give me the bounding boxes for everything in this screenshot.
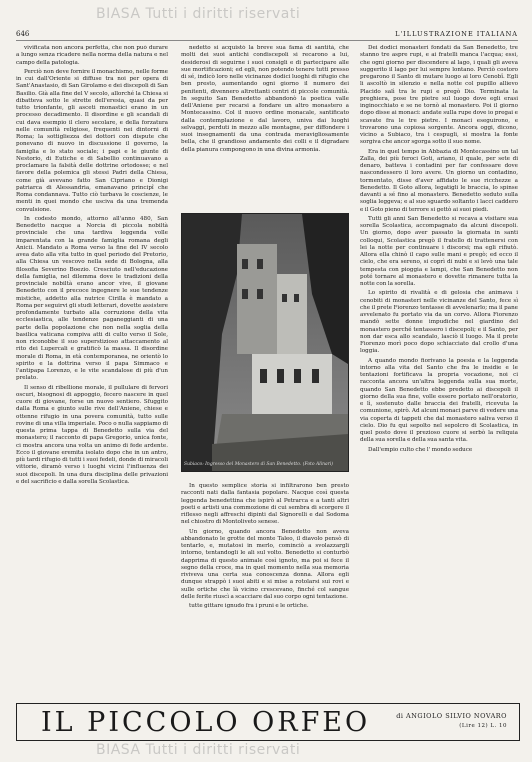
- monastery-photo: [181, 213, 349, 472]
- paragraph: Perciò non deve fornire il monachismo, nelle forme in cui dall'Oriente si diffuse tra noi per opera di Sant'Anastasio, di San Girolamo e dei discepoli di San Basilio. Già alla fine del V secolo, allorché la Chiesa si dibatteva sotto le strette dell'eresia, quasi da per tutto trionfante, gli asceti monastici erano in un processo decadimento. Il disordine e gli scandali di cui dava esempio il clero secolare, e della forzatura nelle comunità religiose, frequenti nei dintorni di Roma; la sottigliezza dei dottori con dispute che ponevano di nuovo in discussione il governo, la famiglia e lo stato sociale; i papi e le giunte di Nestorio, di Eutiche e di Sabellio continuavano a proclamare la falsità delle dottrine ortodosse; e nel favore della polemica gli stessi Padri della Chiesa, come già avevano fatto San Cipriano e Dionigi patriarca di Alessandria, emanavano principî che Roma condannava. Tutto ciò turbava le coscienze, le menti in quei mondo che usciva da una tremenda convulsione.: [16, 68, 168, 213]
- photo-caption: Subiaco: Ingresso del Monastero di San Benedetto. (Foto Alinari): [184, 462, 334, 467]
- watermark-bottom: BIASA Tutti i diritti riservati: [96, 742, 301, 758]
- paragraph: vivificata non ancora perfetta, che non può durare a lungo senza ricadere nella norma della natura e nel campo della patologia.: [16, 45, 168, 66]
- article-column-left: [16, 45, 168, 697]
- paragraph: Dall'empio culto che l' mondo seduce: [368, 446, 473, 453]
- book-advertisement: [16, 703, 520, 741]
- monastery-illustration: [182, 214, 348, 471]
- paragraph: A quando mondo fiorivano la poesia e la leggenda intorno alla vita del Santo che fra le insidie e le tentazioni fortificava la propria vocazione, noi ci racconta ancora un'altra leggenda sulla sua morte, quando San Benedetto ebbe predetto ai discepoli il giorno della sua fine, volle essere portato nell'oratorio, e lì, sostenuto dalle braccia dei fratelli, ricevuta la comunione, spirò. Ad alcuni monaci parve di vedere una via coperta di tappeti che dal monastero saliva verso il cielo. Dio fu qui sepolto nel sepolcro di Scolastica, in quel posto dove il prezioso cuore si serbò la reliquia della sua sorella e della sua santa vita.: [360, 357, 518, 444]
- paragraph: tutte gittare ignudo fra i pruni e le ortiche.: [189, 603, 309, 609]
- article-column-right: [360, 45, 518, 697]
- paragraph: In questo semplice storia si infiltrarono ben presto racconti nati dalla fantasia popolare. Nacque così questa leggenda benedettina che ispirò al Petrarca e a tanti altri poeti e artisti una commozione di cui sembra di scorgere il riflesso negli affreschi dipinti dal Signorelli e dal Sodoma nel chiostro di Montoliveto senese.: [181, 483, 349, 526]
- paragraph: Era in quel tempo in Abbazia di Montecassino un tal Zalla, dei più feroci Goti, ariano, il quale, per sete di denaro, batteva i contadini per far confessare dove nascondessero il loro avere. Un giorno un contadino, tormentato, disse d'aver affidato le sue ricchezze a Benedetto. Il Goto allora, legatigli le braccia, lo spinse davanti a sé fino al monastero. Benedetto seduto sulla soglia leggeva; e al suo sguardo soltanto i lacci caddero e il Goto pieno di terrore si gettò ai suoi piedi.: [360, 148, 518, 213]
- ad-author: di ANGIOLO SILVIO NOVARO: [396, 712, 507, 720]
- ad-details: [396, 712, 507, 729]
- paragraph: Lo spirito di rivalità e di gelosia che animava i cenobiti di monasteri nelle vicinanze del Santo, fece sì che il prete Fiorenzo tentasse di avvelenarlo; ma il pane avvelenato fu portato via da un corvo. Allora Fiorenzo mandò sette donne impudiche nel giardino del monastero perché tentassero i discepoli; e il Santo, per non dar esca allo scandalo, lasciò il luogo. Ma il prete Fiorenzo morì poco dopo schiacciato dal crollo d'una loggia.: [360, 290, 518, 355]
- ad-title: IL PICCOLO ORFEO: [41, 706, 371, 738]
- article-column-center-top: [181, 45, 349, 209]
- page-number: 646: [16, 30, 30, 38]
- watermark-top: BIASA Tutti i diritti riservati: [96, 6, 301, 22]
- ad-price: (Lire 12) L. 10: [459, 723, 507, 729]
- paragraph: Un giorno, quando ancora Benedetto non aveva abbandonato le grotte del monte Taleo, il diavolo pensò di tentarlo, e, mutatosi in merlo, cominciò a svolazzargli intorno, tentandogli le ali sul volto. Benedetto si conturbò dapprima di questo animale così ignoto, ma poi si fece il segno della croce, ma in quel momento nella sua memoria riviveva una certa sua conoscenza donna. Allora egli dunque strappò i suoi abiti e si mise a rotolarsi sui rovi e sulle ortiche che là vicino crescevano, finché col sangue delle ferite riuscì a scacciare dal suo corpo ogni tentazione.: [181, 528, 349, 600]
- header-rule: [16, 40, 518, 41]
- paragraph: Il senso di ribellione morale, il pullulare di fervori oscuri, bisognosi di appoggio, fecero nascere in quel cuore di giovane, forse un nuovo sentiero. Sfuggito dalla Roma e giunto sulle rive dell'Aniene, chiese e ottenne rifugio in una povera comunità, tutto sulle rovine di una villa imperiale. Poco o nulla sappiamo di questa prima tappa di Benedetto sulla via del monastero; il racconto di papa Gregorio, unica fonte, ci mostra ancora una volta un animo di fede ardente. Ecco il giovane eremita isolato dopo che in un antro, più tardi rifugio di tutti i suoi fedeli, donde di miracoli vittorie, diramò verso i luoghi vicini l'influenza dei suoi discepoli. In una dura disciplina delle privazioni e del sacrificio e dalla sorella Scolastica.: [16, 384, 168, 485]
- paragraph: Dei dodici monasteri fondati da San Benedetto, tre stanno tre aspre rupi, e ai fratelli manca l'acqua; essi, che ogni giorno per discendere al lago, i quali gli aveva suggerito il lago per lui sempre lontano. Perciò costoro pregarono il Santo di mutare luogo ai loro Cenobî. Egli li ascoltò in silenzio e nella notte col pupillo allievo Placido salì tra le rupi e pregò Dio. Terminata la preghiera, pose tre pietre sul luogo dove egli erasi inginocchiato e se ne tornò al monastero. Poi il giorno dopo disse ai monaci: andate sulla rupe dove io pregai e scavate fra le tre pietre. I monaci eseguirono, e trovarono una copiosa sorgente. Ancora oggi, dicono, vicino a Subiaco, tra i cespugli, si mostra la fonte sorgiva che ancor sgorga sotto il suo nome.: [360, 45, 518, 146]
- paragraph: In codesto mondo, attorno all'anno 480, San Benedetto nacque a Norcia di piccola nobiltà provinciale che una tardiva leggenda volle imparentata con la grande famiglia romana degli Anicii. Mandato a Roma verso la fine del IV secolo avea dato alla vita tutto in quel periodo del Pretorio, alla Chiesa un vescovo nella sede di Bologna, alla filosofia Severino Boezio. Cresciuto nell'educazione della famiglia, nel dilemma dove le tradizioni della provinciale nobiltà erano ancor vive, il giovane Benedetto con il precoce ingegnere le sue tendenze mistiche, addetto alla nutrice Cirilla è mandato a Roma per seguirvi gli studi letterari, dovette assistere profondamente turbato alla corruzione della vita ecclesiastica, alle tendenze paganeggianti di una parte della popolazione che non nella soglia della basilica vaticana compiva atti di culto verso il Sole, non riconobbe il suo superstizioso attaccamento al rito dei Lupercali e gratificò la massa. Il disordine morale di Roma, in età contemporanea, ne orientò lo spirito e la dottrina verso il papa Simmaco e l'antipapa Lorenzo, e le vite scandalose di più d'un prelato.: [16, 215, 168, 382]
- paragraph: nedetto si acquistò la breve sua fama di santità, che molti dei suoi antichi condiscepoli si recarono a lui, desiderosi di seguirne i suoi consigli e di partecipare alle sue mortificazioni; ed egli, non potendo tenere tutti presso di sé, indicò loro nelle vicinanze dodici luoghi di rifugio che ben presto, aumentando ogni giorno il numero dei penitenti, divennero altrettanti centri di piccole comunità. In seguito San Benedetto abbandonò la poetica valle dell'Aniene per recarsi a fondare un altro monastero a Montecassino. Col il nuovo ordine monacale, santificato dalla contemplazione e dal lavoro, univa dai luoghi selvaggi, perduti in mezzo alle montagne, per diffondere i suoi insegnamenti da una contrada meravigliosamente bella, che il grandioso andamento dei colli e il digradare della pianura compongono in una divina armonia.: [181, 45, 349, 153]
- article-column-center-bottom: [181, 483, 349, 698]
- paragraph: Tutti gli anni San Benedetto si recava a visitare sua sorella Scolastica, accompagnato da alcuni discepoli. Un giorno, dopo aver passato la giornata in santi colloqui, Scolastica pregò il fratello di trattenersi con lei la notte per continuare i discorsi; ma egli rifiutò. Allora ella chinò il capo sulle mani e pregò; ed ecco il cielo, che era sereno, si coprì di nubi e si levò una tale tempesta con pioggia e lampi, che San Benedetto non poté tornare al monastero e dovette rimanere tutta la notte con la sorella.: [360, 215, 518, 287]
- running-head: L'ILLUSTRAZIONE ITALIANA: [395, 30, 518, 38]
